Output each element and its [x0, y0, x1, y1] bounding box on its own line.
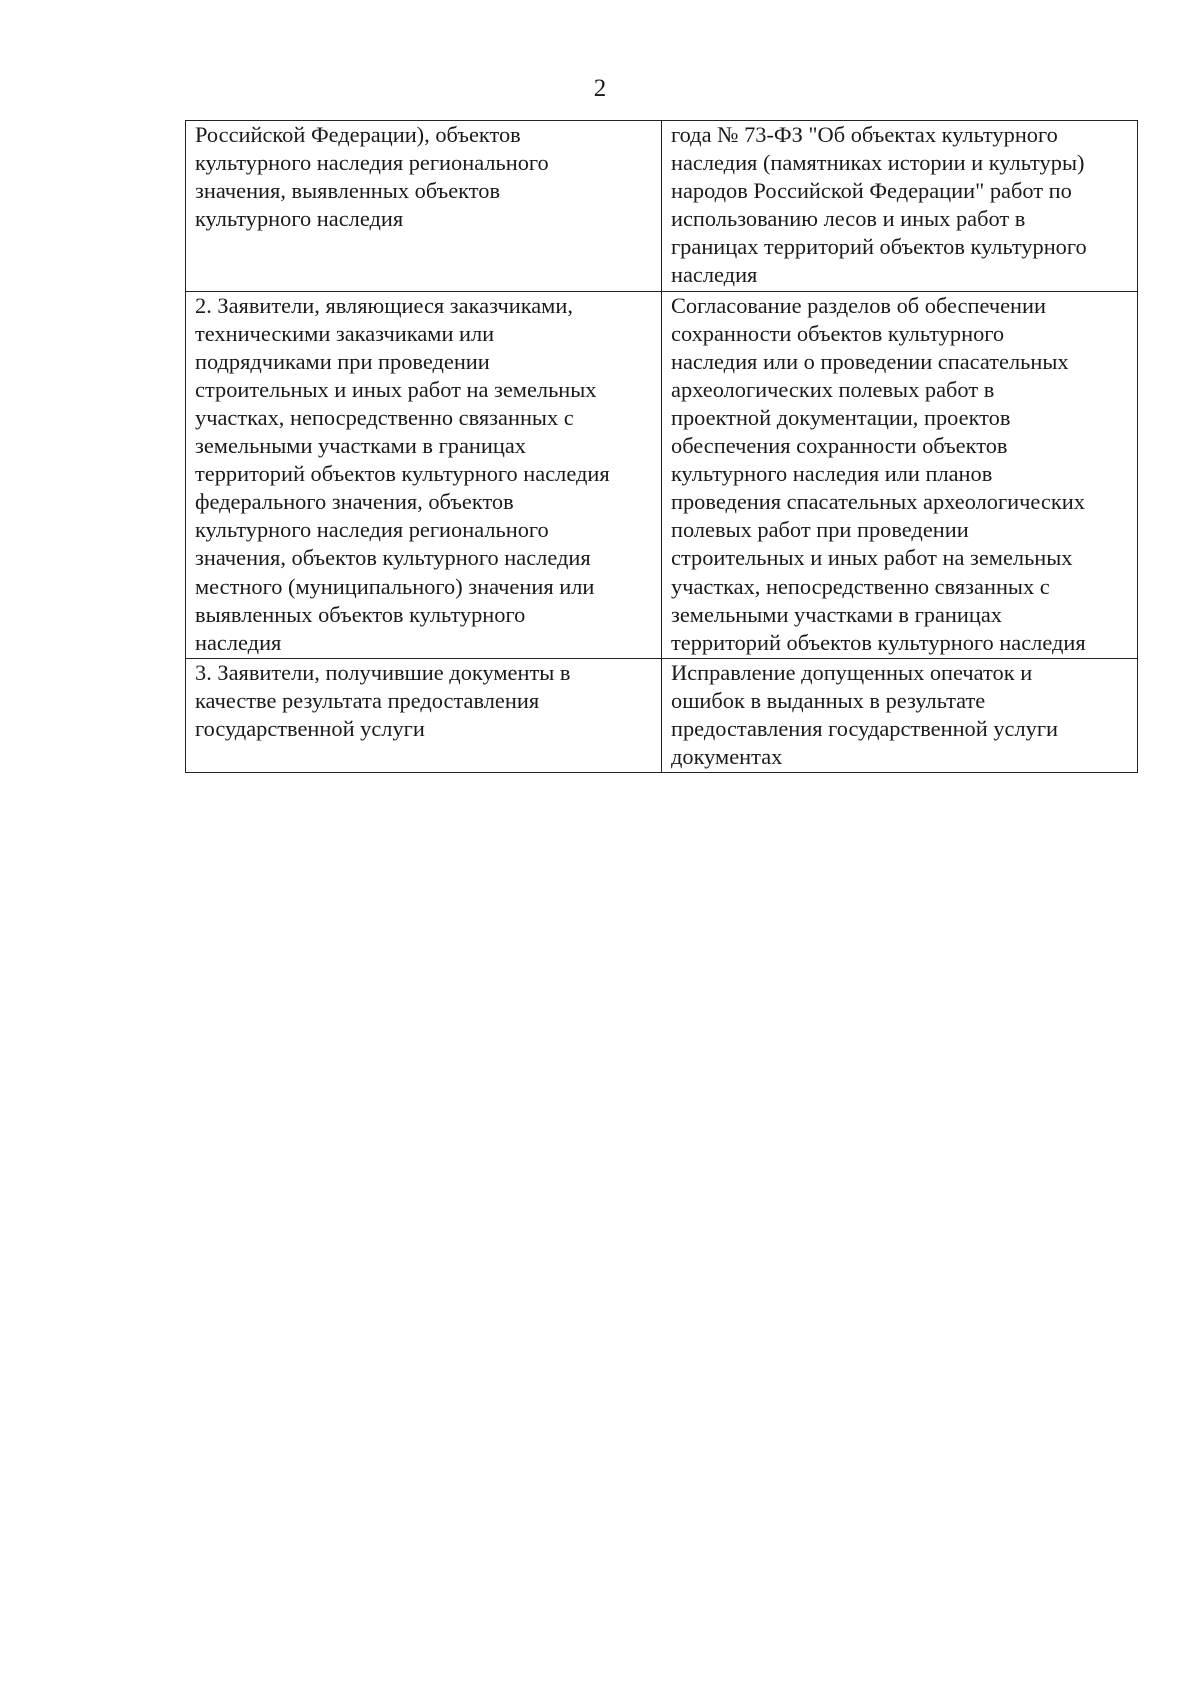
applicants-cell: Российской Федерации), объектов культурного наследия регионального значения, выявленных объектов культурного наследия: [186, 121, 662, 292]
table-row: [186, 121, 1138, 292]
table-row: [186, 291, 1138, 658]
page-number: 2: [593, 75, 607, 102]
applicants-cell: 3. Заявители, получившие документы в качестве результата предоставления государственной услуги: [186, 658, 662, 772]
applicants-cell: 2. Заявители, являющиеся заказчиками, техническими заказчиками или подрядчиками при проведении строительных и иных работ на земельных участках, непосредственно связанных с земельными участками в границах территорий объектов культурного наследия федерального значения, объектов культурного наследия регионального значения, объектов культурного наследия местного (муниципального) значения или выявленных объектов культурного наследия: [186, 291, 662, 658]
services-table: [185, 120, 1138, 773]
purpose-cell: Исправление допущенных опечаток и ошибок в выданных в результате предоставления государственной услуги документах: [662, 658, 1138, 772]
table-row: [186, 658, 1138, 772]
purpose-cell: Согласование разделов об обеспечении сохранности объектов культурного наследия или о проведении спасательных археологических полевых работ в проектной документации, проектов обеспечения сохранности объектов культурного наследия или планов проведения спасательных археологических полевых работ при проведении строительных и иных работ на земельных участках, непосредственно связанных с земельными участками в границах территорий объектов культурного наследия: [662, 291, 1138, 658]
purpose-cell: года № 73-ФЗ "Об объектах культурного наследия (памятниках истории и культуры) народов Российской Федерации" работ по использованию лесов и иных работ в границах территорий объектов культурного наследия: [662, 121, 1138, 292]
